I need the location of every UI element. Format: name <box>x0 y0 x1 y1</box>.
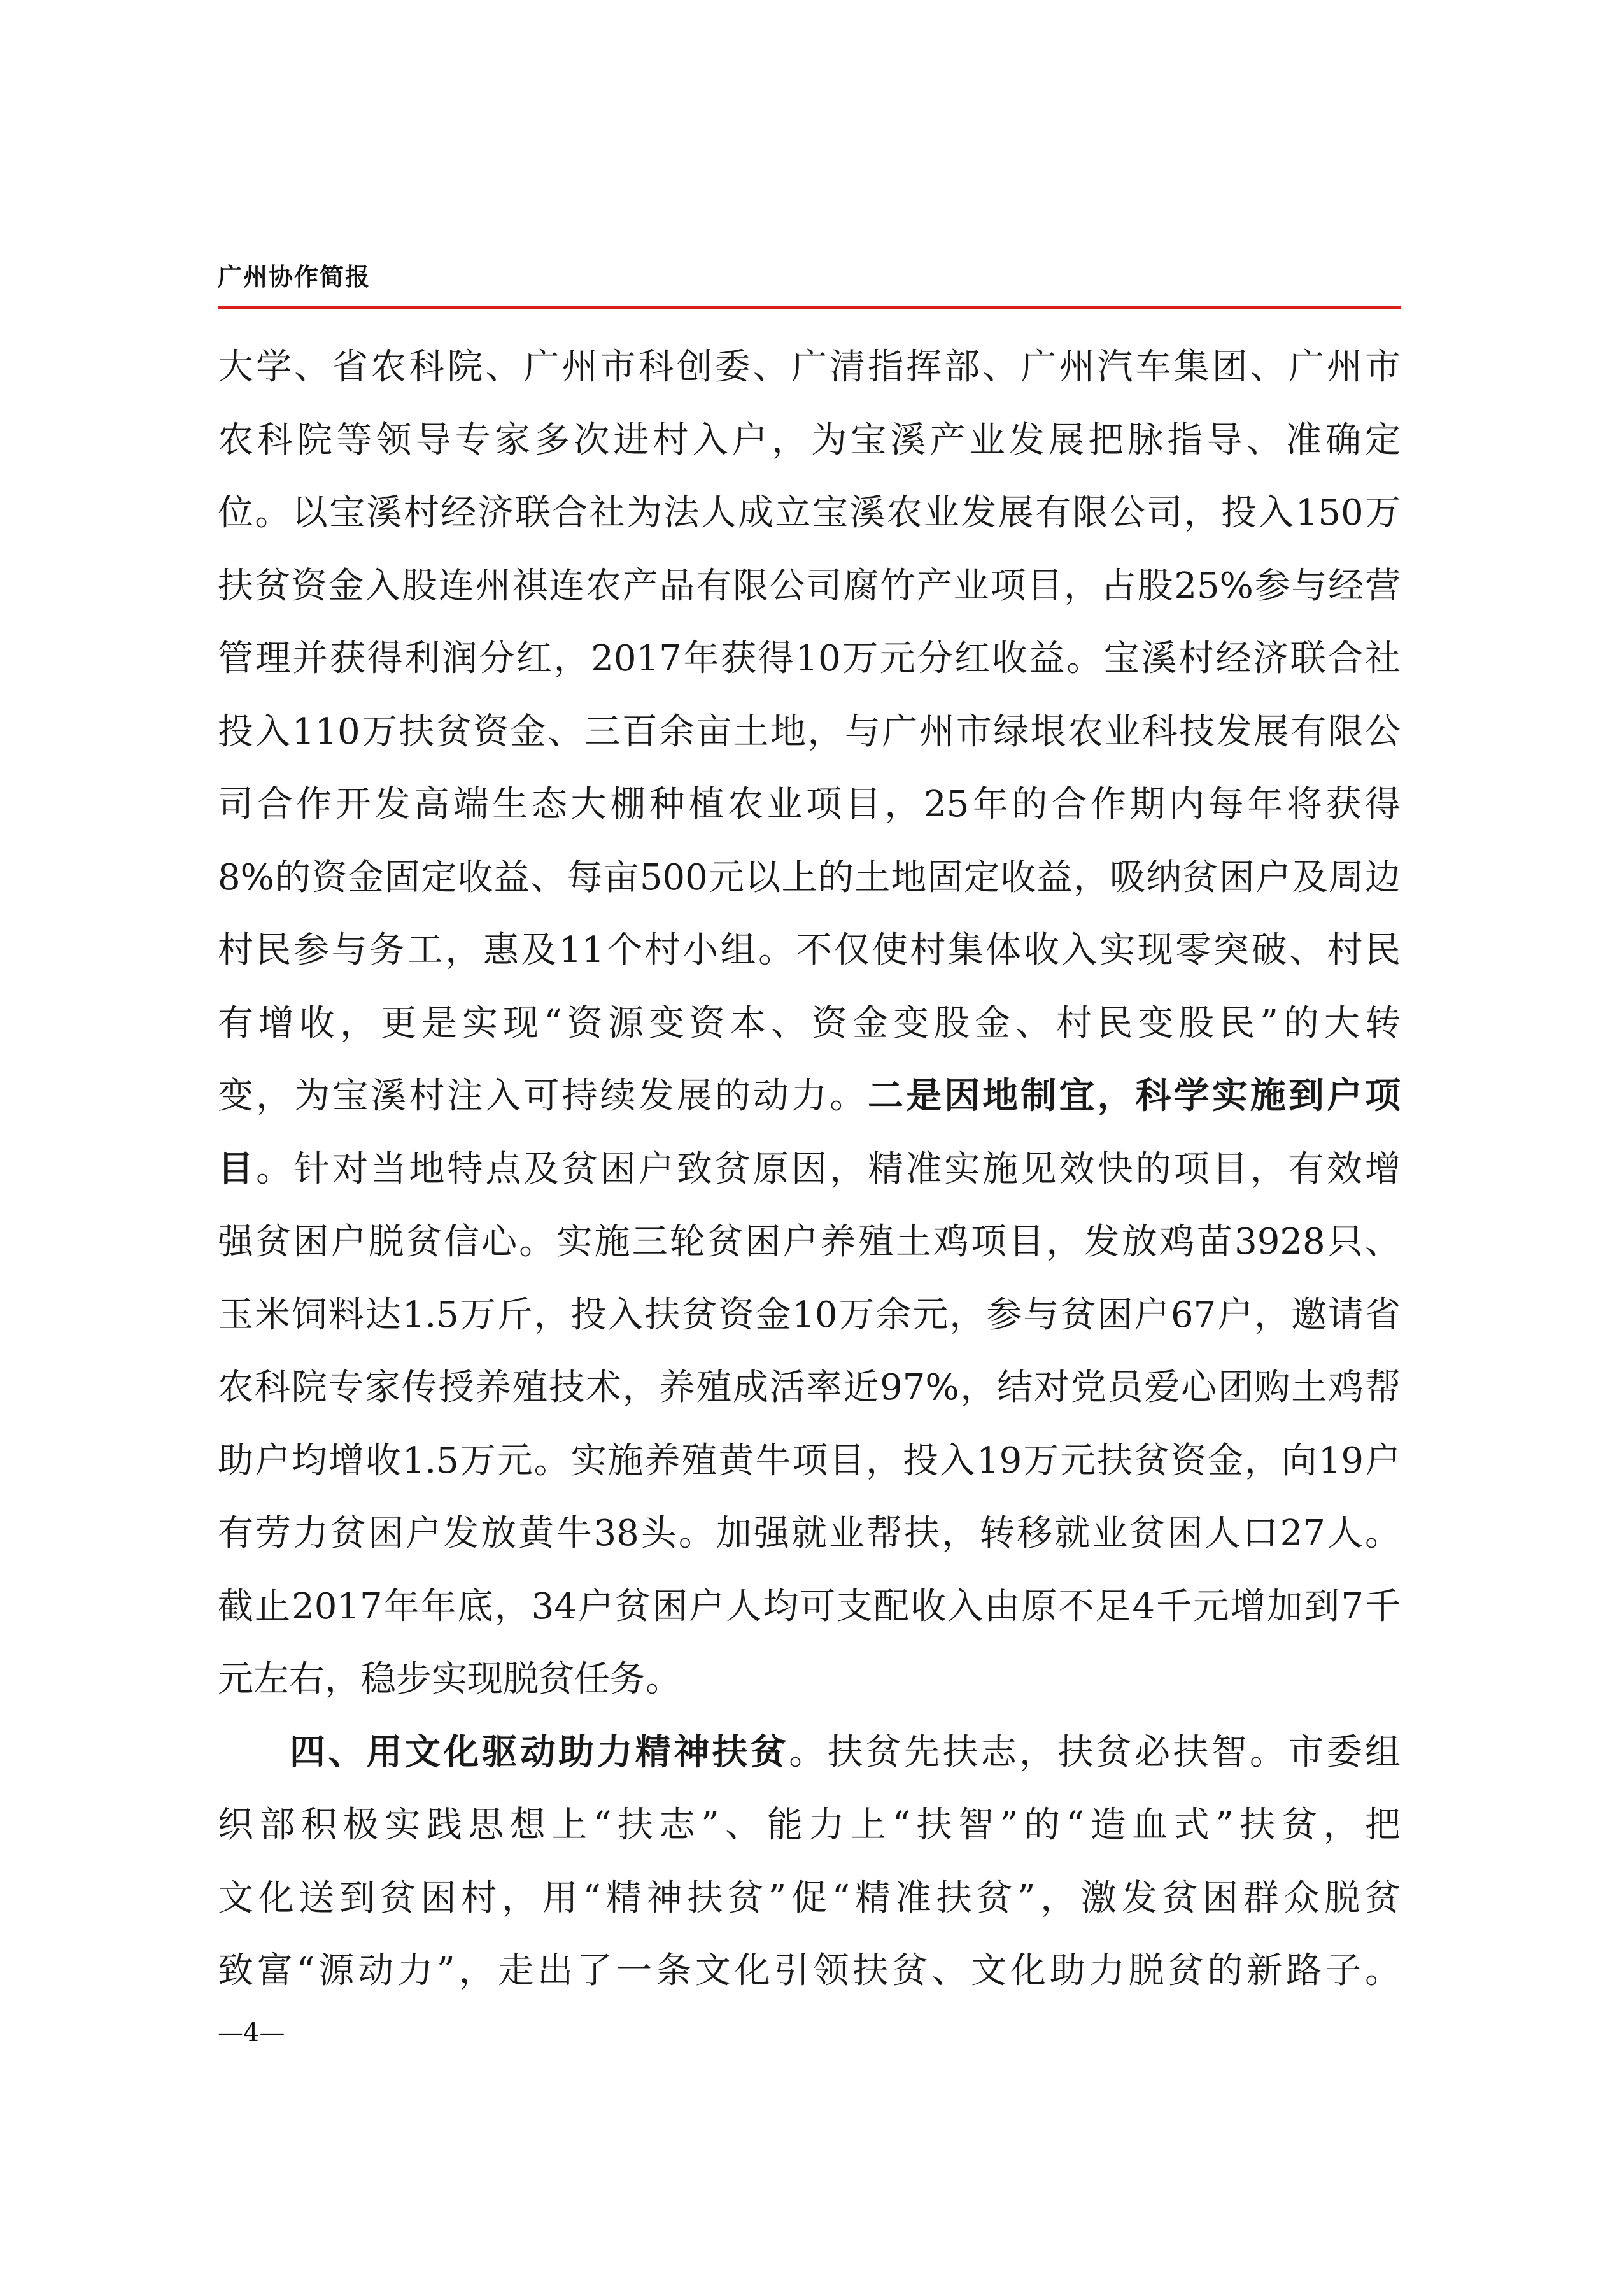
text-segment: 。针对当地特点及贫困户致贫原因，精准实施见效快的项目，有效增 <box>256 1148 1401 1190</box>
text-line: 大学、省农科院、广州市科创委、广清指挥部、广州汽车集团、广州市 <box>218 346 1401 388</box>
text-line: 有增收，更是实现“资源变资本、资金变股金、村民变股民”的大转 <box>218 1002 1401 1044</box>
text-line: 农科院等领导专家多次进村入户，为宝溪产业发展把脉指导、准确定 <box>218 419 1401 461</box>
text-line: 玉米饲料达1.5万斤，投入扶贫资金10万余元，参与贫困户67户，邀请省 <box>218 1294 1401 1336</box>
text-line: 农科院专家传授养殖技术，养殖成活率近97%，结对党员爱心团购土鸡帮 <box>218 1367 1401 1408</box>
text-segment: 。扶贫先扶志，扶贫必扶智。市委组 <box>789 1731 1401 1773</box>
text-line: 扶贫资金入股连州祺连农产品有限公司腐竹产业项目，占股25%参与经营 <box>218 565 1401 607</box>
subsection-heading: 二是因地制宜，科学实施到户项 <box>868 1075 1401 1117</box>
text-line <box>218 1133 1401 1206</box>
text-line: 文化送到贫困村，用“精神扶贫”促“精准扶贫”，激发贫困群众脱贫 <box>218 1877 1401 1919</box>
text-line <box>218 1060 1401 1133</box>
text-line: 8%的资金固定收益、每亩500元以上的土地固定收益，吸纳贫困户及周边 <box>218 856 1401 898</box>
text-line: 投入110万扶贫资金、三百余亩土地，与广州市绿垠农业科技发展有限公 <box>218 711 1401 753</box>
text-line <box>218 1716 1401 1790</box>
text-line: 位。以宝溪村经济联合社为法人成立宝溪农业发展有限公司，投入150万 <box>218 492 1401 534</box>
page-number: —4— <box>218 2018 285 2048</box>
header-title: 广州协作简报 <box>218 263 371 291</box>
text-line: 织部积极实践思想上“扶志”、能力上“扶智”的“造血式”扶贫，把 <box>218 1804 1401 1846</box>
text-line: 有劳力贫困户发放黄牛38头。加强就业帮扶，转移就业贫困人口27人。 <box>218 1513 1401 1554</box>
text-segment: 变，为宝溪村注入可持续发展的动力。 <box>218 1075 868 1117</box>
text-line: 司合作开发高端生态大棚种植农业项目，25年的合作期内每年将获得 <box>218 784 1401 825</box>
text-line: 强贫困户脱贫信心。实施三轮贫困户养殖土鸡项目，发放鸡苗3928只、 <box>218 1221 1401 1263</box>
text-line: 致富“源动力”，走出了一条文化引领扶贫、文化助力脱贫的新路子。 <box>218 1950 1401 1991</box>
header-divider <box>218 306 1401 309</box>
text-line: 元左右，稳步实现脱贫任务。 <box>218 1659 681 1700</box>
subsection-heading-end: 目 <box>218 1148 257 1190</box>
section-heading: 四、用文化驱动助力精神扶贫 <box>290 1731 789 1773</box>
text-line: 管理并获得利润分红，2017年获得10万元分红收益。宝溪村经济联合社 <box>218 638 1401 679</box>
body-text <box>218 331 1401 2008</box>
text-line: 助户均增收1.5万元。实施养殖黄牛项目，投入19万元扶贫资金，向19户 <box>218 1440 1401 1482</box>
text-line: 截止2017年年底，34户贫困户人均可支配收入由原不足4千元增加到7千 <box>218 1585 1401 1627</box>
text-line: 村民参与务工，惠及11个村小组。不仅使村集体收入实现零突破、村民 <box>218 930 1401 971</box>
